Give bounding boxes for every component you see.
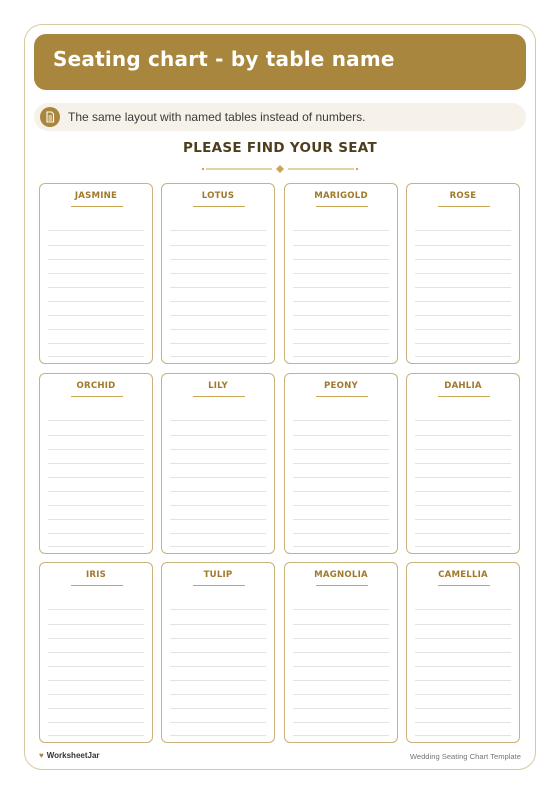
table-name-underline bbox=[316, 396, 368, 397]
guest-write-line bbox=[48, 420, 144, 421]
guest-write-line bbox=[415, 420, 511, 421]
guest-write-line bbox=[293, 287, 389, 288]
guest-write-line bbox=[293, 329, 389, 330]
guest-write-line bbox=[293, 666, 389, 667]
guest-write-line bbox=[415, 505, 511, 506]
guest-write-line bbox=[170, 722, 266, 723]
table-name-underline bbox=[438, 396, 490, 397]
guest-write-line bbox=[415, 519, 511, 520]
table-card bbox=[284, 373, 398, 554]
guest-write-line bbox=[415, 287, 511, 288]
guest-write-line bbox=[48, 245, 144, 246]
table-card bbox=[39, 562, 153, 743]
guest-write-line bbox=[48, 505, 144, 506]
guest-write-line bbox=[170, 624, 266, 625]
guest-write-line bbox=[170, 287, 266, 288]
guest-write-line bbox=[293, 505, 389, 506]
table-name: LILY bbox=[208, 381, 228, 391]
guest-write-line bbox=[48, 638, 144, 639]
table-card bbox=[161, 183, 275, 364]
guest-write-line bbox=[293, 245, 389, 246]
heart-icon: ♥ bbox=[39, 751, 44, 760]
guest-write-line bbox=[170, 259, 266, 260]
guest-write-line bbox=[415, 624, 511, 625]
table-name-underline bbox=[71, 585, 123, 586]
guest-write-line bbox=[48, 735, 144, 736]
guest-write-line bbox=[293, 273, 389, 274]
guest-write-line bbox=[170, 533, 266, 534]
brand-name: WorksheetJar bbox=[46, 751, 100, 760]
document-icon bbox=[40, 107, 60, 127]
guest-write-line bbox=[293, 722, 389, 723]
guest-write-line bbox=[170, 273, 266, 274]
guest-write-line bbox=[293, 463, 389, 464]
table-card bbox=[284, 183, 398, 364]
table-card bbox=[406, 373, 520, 554]
guest-write-line bbox=[415, 230, 511, 231]
table-name: JASMINE bbox=[74, 191, 118, 201]
guest-write-line bbox=[415, 329, 511, 330]
guest-write-line bbox=[415, 273, 511, 274]
guest-write-line bbox=[415, 708, 511, 709]
table-name: ROSE bbox=[449, 191, 477, 201]
guest-write-line bbox=[48, 259, 144, 260]
table-name: CAMELLIA bbox=[438, 570, 488, 580]
table-name: TULIP bbox=[203, 570, 233, 580]
guest-write-line bbox=[48, 435, 144, 436]
guest-write-line bbox=[415, 301, 511, 302]
guest-write-line bbox=[293, 230, 389, 231]
guest-write-line bbox=[170, 680, 266, 681]
guest-write-line bbox=[170, 463, 266, 464]
guest-write-line bbox=[170, 652, 266, 653]
guest-write-line bbox=[170, 245, 266, 246]
table-card bbox=[406, 562, 520, 743]
guest-write-line bbox=[170, 477, 266, 478]
table-name: MAGNOLIA bbox=[314, 570, 368, 580]
guest-write-line bbox=[170, 230, 266, 231]
table-card bbox=[284, 562, 398, 743]
guest-write-line bbox=[170, 356, 266, 357]
guest-write-line bbox=[170, 329, 266, 330]
guest-write-line bbox=[415, 463, 511, 464]
guest-write-line bbox=[415, 259, 511, 260]
guest-write-line bbox=[293, 708, 389, 709]
guest-write-line bbox=[293, 477, 389, 478]
guest-write-line bbox=[415, 315, 511, 316]
guest-write-line bbox=[48, 519, 144, 520]
ornament-divider bbox=[200, 163, 360, 175]
table-name-underline bbox=[316, 585, 368, 586]
guest-write-line bbox=[170, 638, 266, 639]
table-name-underline bbox=[71, 206, 123, 207]
guest-write-line bbox=[415, 491, 511, 492]
guest-write-line bbox=[415, 477, 511, 478]
guest-write-line bbox=[293, 624, 389, 625]
guest-write-line bbox=[415, 694, 511, 695]
table-name-underline bbox=[438, 585, 490, 586]
guest-write-line bbox=[170, 301, 266, 302]
guest-write-line bbox=[293, 449, 389, 450]
guest-write-line bbox=[293, 638, 389, 639]
guest-write-line bbox=[48, 652, 144, 653]
guest-write-line bbox=[293, 315, 389, 316]
guest-write-line bbox=[293, 420, 389, 421]
guest-write-line bbox=[170, 609, 266, 610]
guest-write-line bbox=[170, 435, 266, 436]
guest-write-line bbox=[293, 694, 389, 695]
guest-write-line bbox=[48, 449, 144, 450]
guest-write-line bbox=[170, 505, 266, 506]
table-name-underline bbox=[193, 206, 245, 207]
guest-write-line bbox=[293, 680, 389, 681]
guest-write-line bbox=[415, 680, 511, 681]
guest-write-line bbox=[48, 287, 144, 288]
guest-write-line bbox=[293, 435, 389, 436]
table-name: IRIS bbox=[85, 570, 106, 580]
table-name-underline bbox=[193, 585, 245, 586]
guest-write-line bbox=[170, 315, 266, 316]
guest-write-line bbox=[293, 356, 389, 357]
guest-write-line bbox=[415, 722, 511, 723]
guest-write-line bbox=[48, 477, 144, 478]
table-name: MARIGOLD bbox=[314, 191, 368, 201]
guest-write-line bbox=[415, 449, 511, 450]
info-note bbox=[34, 103, 526, 131]
guest-write-line bbox=[170, 735, 266, 736]
guest-write-line bbox=[170, 420, 266, 421]
guest-write-line bbox=[48, 356, 144, 357]
guest-write-line bbox=[293, 609, 389, 610]
guest-write-line bbox=[293, 533, 389, 534]
table-card bbox=[161, 562, 275, 743]
guest-write-line bbox=[415, 435, 511, 436]
guest-write-line bbox=[415, 609, 511, 610]
guest-write-line bbox=[293, 259, 389, 260]
guest-write-line bbox=[48, 273, 144, 274]
guest-write-line bbox=[415, 546, 511, 547]
guest-write-line bbox=[170, 546, 266, 547]
guest-write-line bbox=[415, 343, 511, 344]
guest-write-line bbox=[48, 343, 144, 344]
guest-write-line bbox=[170, 519, 266, 520]
guest-write-line bbox=[293, 735, 389, 736]
guest-write-line bbox=[48, 609, 144, 610]
guest-write-line bbox=[48, 463, 144, 464]
guest-write-line bbox=[293, 301, 389, 302]
guest-write-line bbox=[48, 708, 144, 709]
guest-write-line bbox=[170, 694, 266, 695]
guest-write-line bbox=[293, 343, 389, 344]
page-title: Seating chart - by table name bbox=[53, 47, 395, 71]
guest-write-line bbox=[48, 666, 144, 667]
table-name: LOTUS bbox=[201, 191, 235, 201]
table-name-underline bbox=[193, 396, 245, 397]
guest-write-line bbox=[293, 491, 389, 492]
table-card bbox=[39, 183, 153, 364]
guest-write-line bbox=[48, 315, 144, 316]
table-card bbox=[406, 183, 520, 364]
note-text: The same layout with named tables instead of numbers. bbox=[68, 110, 366, 124]
guest-write-line bbox=[48, 301, 144, 302]
guest-write-line bbox=[170, 449, 266, 450]
guest-write-line bbox=[170, 666, 266, 667]
guest-write-line bbox=[48, 624, 144, 625]
table-name: ORCHID bbox=[76, 381, 116, 391]
guest-write-line bbox=[415, 533, 511, 534]
footer-template-label: Wedding Seating Chart Template bbox=[409, 752, 521, 761]
guest-write-line bbox=[415, 666, 511, 667]
table-name-underline bbox=[71, 396, 123, 397]
guest-write-line bbox=[415, 735, 511, 736]
table-name: DAHLIA bbox=[444, 381, 482, 391]
table-name-underline bbox=[438, 206, 490, 207]
table-card bbox=[39, 373, 153, 554]
guest-write-line bbox=[415, 245, 511, 246]
guest-write-line bbox=[48, 680, 144, 681]
footer-brand bbox=[39, 751, 100, 760]
guest-write-line bbox=[48, 722, 144, 723]
guest-write-line bbox=[170, 343, 266, 344]
table-name-underline bbox=[316, 206, 368, 207]
guest-write-line bbox=[293, 519, 389, 520]
guest-write-line bbox=[48, 491, 144, 492]
guest-write-line bbox=[293, 546, 389, 547]
table-card bbox=[161, 373, 275, 554]
section-heading: PLEASE FIND YOUR SEAT bbox=[183, 140, 377, 156]
guest-write-line bbox=[415, 652, 511, 653]
guest-write-line bbox=[48, 546, 144, 547]
guest-write-line bbox=[48, 694, 144, 695]
guest-write-line bbox=[48, 533, 144, 534]
title-banner bbox=[34, 34, 526, 90]
guest-write-line bbox=[170, 491, 266, 492]
guest-write-line bbox=[293, 652, 389, 653]
guest-write-line bbox=[415, 356, 511, 357]
table-grid bbox=[39, 183, 521, 743]
guest-write-line bbox=[48, 329, 144, 330]
table-name: PEONY bbox=[324, 381, 358, 391]
guest-write-line bbox=[415, 638, 511, 639]
guest-write-line bbox=[48, 230, 144, 231]
guest-write-line bbox=[170, 708, 266, 709]
